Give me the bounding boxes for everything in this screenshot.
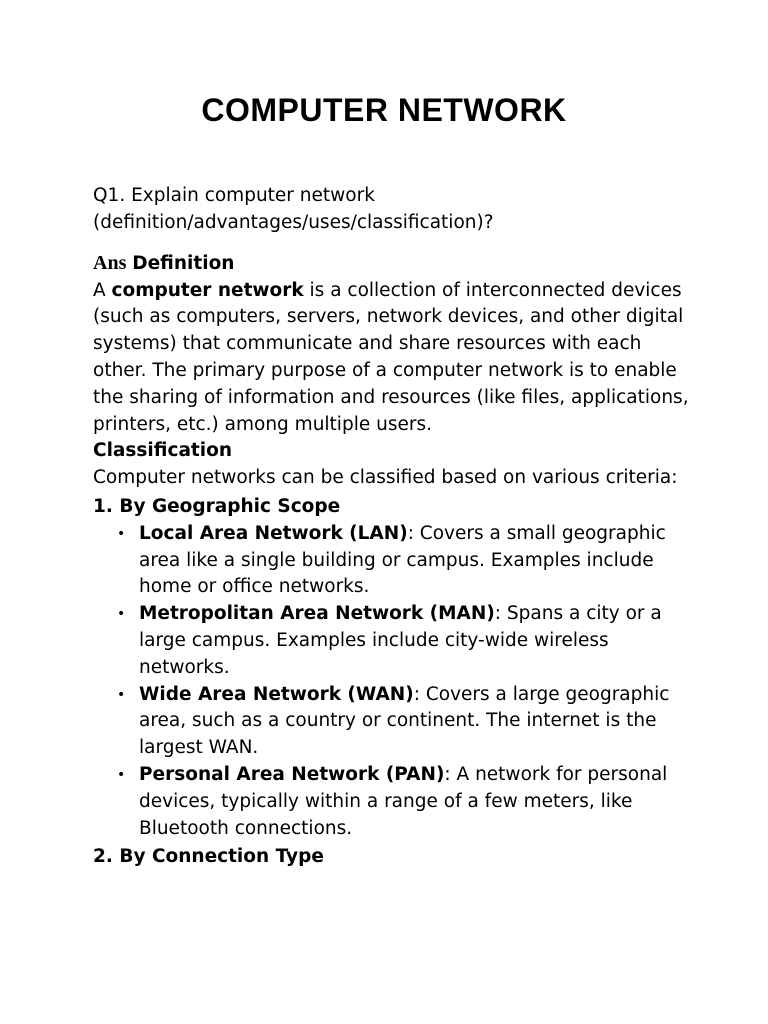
list-item-term: Wide Area Network (WAN) <box>139 683 414 705</box>
document-body <box>93 183 693 871</box>
bullet-icon: • <box>117 686 126 703</box>
list-item <box>93 682 693 762</box>
list-item-term: Local Area Network (LAN) <box>139 522 408 544</box>
definition-heading: Definition <box>132 252 235 274</box>
question-text: Q1. Explain computer network (definition/advantages/uses/classification)? <box>93 185 494 233</box>
bullet-icon: • <box>117 606 126 623</box>
answer-heading-line <box>93 249 693 278</box>
classification-heading: Classification <box>93 440 232 462</box>
answer-label: Ans <box>93 251 127 274</box>
definition-text: is a collection of interconnected devices (such as computers, servers, network devices, and other digital systems) that communicate and share resources with each other. The primary purpose of a computer network is to enable the sharing of information and resources (like files, applications, printers, etc.) among multiple users. <box>93 279 689 435</box>
definition-prefix: A <box>93 279 112 301</box>
list-item <box>93 762 693 842</box>
section-heading-geographic-scope: 1. By Geographic Scope <box>93 495 341 517</box>
bullet-icon: • <box>117 525 126 542</box>
list-item <box>93 521 693 601</box>
list-item-text: : Covers a large geographic area, such as a country or continent. The internet is the largest WAN. <box>139 683 670 759</box>
geographic-scope-list <box>93 521 693 843</box>
definition-paragraph <box>93 278 693 439</box>
list-item-term: Metropolitan Area Network (MAN) <box>139 603 495 625</box>
classification-intro: Computer networks can be classified based on various criteria: <box>93 467 678 489</box>
definition-term: computer network <box>111 279 304 301</box>
list-item-term: Personal Area Network (PAN) <box>139 763 445 785</box>
list-item-text: : A network for personal devices, typically within a range of a few meters, like Bluetooth connections. <box>139 763 668 839</box>
list-item-text: : Covers a small geographic area like a single building or campus. Examples include home or office networks. <box>139 522 666 598</box>
list-item-text: : Spans a city or a large campus. Examples include city-wide wireless networks. <box>139 603 662 678</box>
bullet-icon: • <box>117 766 126 783</box>
document-title: COMPUTER NETWORK <box>201 92 567 128</box>
section-heading-connection-type: 2. By Connection Type <box>93 846 324 868</box>
list-item <box>93 601 693 681</box>
